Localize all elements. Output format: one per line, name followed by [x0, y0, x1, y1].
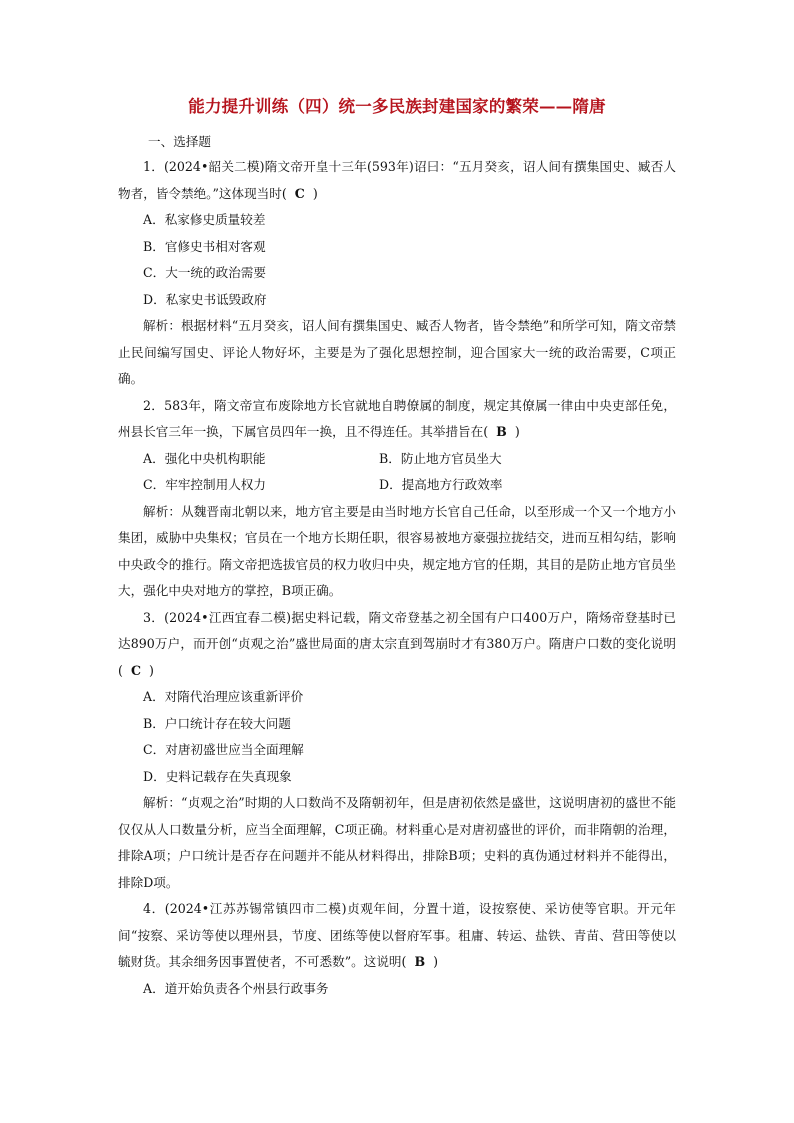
option-c: C．对唐初盛世应当全面理解: [143, 742, 304, 757]
stem-text: 2．583年，隋文帝宣布废除地方长官就地自聘僚属的制度，规定其僚属一律由中央吏部任免，州县长官三年一换，下属官员四年一换，且不得连任。其举措旨在(: [118, 397, 676, 439]
question-stem: [118, 605, 676, 685]
stem-text: 4．(2024•江苏苏锡常镇四市二模)贞观年间，分置十道，设按察使、采访使等官职。开元年间“按察、采访等使以理州县，节度、团练等使以督府军事。租庸、转运、盐铁、青苗、营田等使以毓财货。其余细务因事置使者，不可悉数”。这说明(: [118, 901, 676, 969]
option-d: D．提高地方行政效率: [379, 477, 503, 492]
page-title: 能力提升训练（四）统一多民族封建国家的繁荣——隋唐: [188, 97, 606, 116]
question-stem: [118, 896, 676, 976]
option-a: A．私家修史质量较差: [143, 212, 266, 227]
option-b: B．户口统计存在较大问题: [143, 715, 291, 731]
option-c: C．大一统的政治需要: [143, 265, 266, 280]
option-d: D．史料记载存在失真现象: [143, 768, 292, 784]
answer-letter: B: [414, 954, 426, 969]
option-row: [118, 472, 676, 499]
stem-text: 1．(2024•韶关二模)隋文帝开皇十三年(593年)诏曰：“五月癸亥，诏人间有撰集国史、臧否人物者，皆令禁绝。”这体现当时(: [118, 159, 676, 201]
option-a: A．强化中央机构职能: [143, 450, 266, 466]
option-a: A．对隋代治理应该重新评价: [143, 689, 304, 704]
analysis: 解析：从魏晋南北朝以来，地方官主要是由当时地方长官自己任命，以至形成一个又一个地方小集团，威胁中央集权；官员在一个地方长期任职，很容易被地方豪强拉拢结交，进而互相勾结，影响中央政令的推行。隋文帝把选拔官员的权力收归中央，规定地方官的任期，其目的是防止地方官员坐大，强化中央对地方的掌控，B项正确。: [118, 503, 676, 598]
option-b: B．官修史书相对客观: [143, 238, 266, 254]
answer-letter: B: [496, 424, 507, 439]
analysis: 解析：根据材料“五月癸亥，诏人间有撰集国史、臧否人物者，皆令禁绝”和所学可知，隋文帝禁止民间编写国史、评论人物好坏，主要是为了强化思想控制，迎合国家大一统的政治需要，C项正确。: [118, 318, 676, 386]
stem-text: 3．(2024•江西宜春二模)据史料记载，隋文帝登基之初全国有户口400万户，隋炀帝登基时已达890万户，而开创“贞观之治”盛世局面的唐太宗直到驾崩时才有380万户。隋唐户口数的变化说明(: [118, 609, 676, 678]
stem-close: ): [312, 185, 318, 201]
option-c: C．牢牢控制用人权力: [143, 477, 266, 492]
question-2: [118, 393, 676, 605]
analysis: 解析：“贞观之治”时期的人口数尚不及隋朝初年，但是唐初依然是盛世，这说明唐初的盛世不能仅仅从人口数量分析，应当全面理解，C项正确。材料重心是对唐初盛世的评价，而非隋朝的治理，排除A项；户口统计是否存在问题并不能从材料得出，排除B项；史料的真伪通过材料并不能得出，排除D项。: [118, 795, 676, 890]
section-heading: 一、选择题: [148, 134, 211, 149]
option-row: [118, 446, 676, 473]
question-4: [118, 896, 676, 1002]
stem-close: ): [514, 424, 520, 439]
document-page: [118, 96, 676, 1002]
answer-letter: C: [130, 662, 141, 678]
question-stem: [118, 154, 676, 207]
answer-letter: C: [294, 185, 305, 201]
stem-close: ): [433, 954, 439, 969]
stem-close: ): [148, 662, 154, 678]
option-d: D．私家史书诋毁政府: [143, 291, 267, 307]
question-1: [118, 154, 676, 393]
option-b: B．防止地方官员坐大: [379, 450, 502, 466]
option-a: A．道开始负责各个州县行政事务: [143, 980, 329, 996]
question-stem: [118, 393, 676, 446]
question-3: [118, 605, 676, 897]
